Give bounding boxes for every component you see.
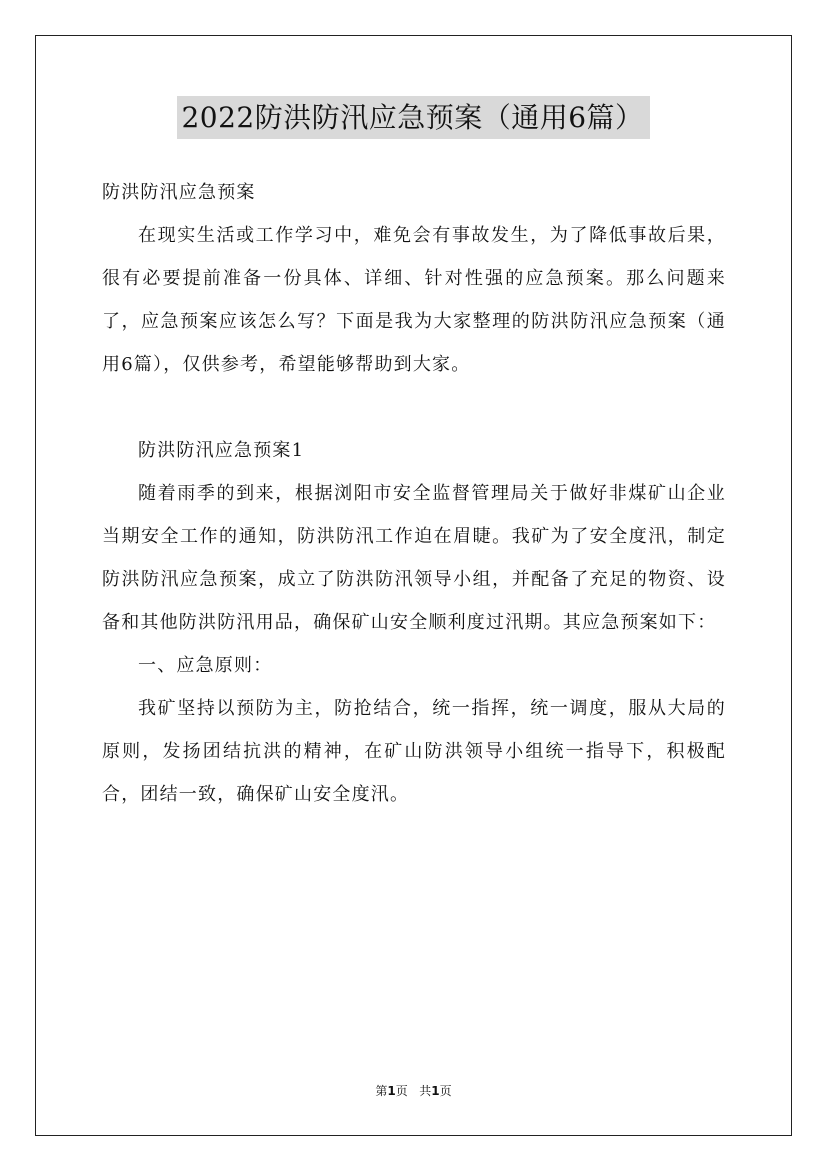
total-pages: 1 [431,1084,440,1098]
intro-paragraph: 在现实生活或工作学习中，难免会有事故发生，为了降低事故后果，很有必要提前准备一份具体、详细、针对性强的应急预案。那么问题来了，应急预案应该怎么写？下面是我为大家整理的防洪防汛应急预案（通用6篇），仅供参考，希望能够帮助到大家。 [102,225,726,375]
document-body [102,171,726,816]
document-title: 2022防洪防汛应急预案（通用6篇） [177,96,649,139]
page-suffix: 页 [395,1084,408,1098]
page-prefix: 第 [375,1084,388,1098]
principle-paragraph: 我矿坚持以预防为主，防抢结合，统一指挥，统一调度，服从大局的原则，发扬团结抗洪的精神，在矿山防洪领导小组统一指导下，积极配合，团结一致，确保矿山安全度汛。 [102,698,726,805]
section-heading: 防洪防汛应急预案 [102,182,256,203]
total-suffix: 页 [439,1084,452,1098]
subsection-heading: 防洪防汛应急预案1 [138,440,305,461]
principle-heading: 一、应急原则： [138,655,273,676]
page-number: 1 [387,1084,396,1098]
page-footer [0,1082,827,1100]
blank-line [102,386,726,429]
body-paragraph: 随着雨季的到来，根据浏阳市安全监督管理局关于做好非煤矿山企业当期安全工作的通知，防洪防汛工作迫在眉睫。我矿为了安全度汛，制定防洪防汛应急预案，成立了防洪防汛领导小组，并配备了充足的物资、设备和其他防洪防汛用品，确保矿山安全顺利度过汛期。其应急预案如下： [102,483,726,633]
title-container [0,96,827,139]
total-prefix: 共 [419,1084,432,1098]
